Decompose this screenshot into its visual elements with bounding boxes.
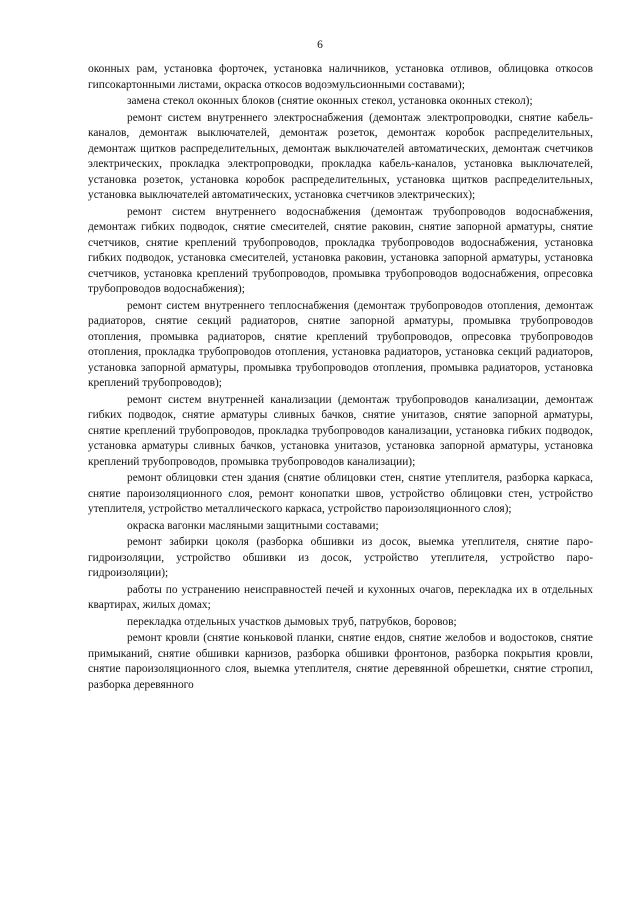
paragraph: ремонт облицовки стен здания (снятие облицовки стен, снятие утеплителя, разборка каркаса, снятие пароизоляционного слоя, ремонт конопатки швов, устройство облицовки стен, устройство утеплителя, устройство металлического каркаса, устройство пароизоляционного слоя);	[88, 472, 593, 515]
paragraph: оконных рам, установка форточек, установка наличников, установка отливов, облицовка откосов гипсокартонными листами, окраска откосов водоэмульсионными составами);	[88, 63, 593, 91]
paragraph: замена стекол оконных блоков (снятие оконных стекол, установка оконных стекол);	[127, 95, 533, 107]
paragraph: ремонт систем внутреннего теплоснабжения (демонтаж трубопроводов отопления, демонтаж радиаторов, снятие секций радиаторов, снятие запорной арматуры, промывка трубопроводов отопления, промывка радиаторов, снятие креплений трубопроводов, опресовка трубопроводов отопления, прокладка трубопроводов отопления, установка радиаторов, установка секций радиаторов, установка запорной арматуры, промывка трубопроводов отопления, промывка радиаторов, установка креплений трубопроводов);	[88, 299, 593, 389]
paragraph: работы по устранению неисправностей печей и кухонных очагов, перекладка их в отдельных квартирах, жилых домах;	[88, 583, 593, 611]
paragraph: ремонт систем внутреннего электроснабжения (демонтаж электропроводки, снятие кабель-каналов, демонтаж выключателей, демонтаж розеток, демонтаж коробок распределительных, демонтаж щитков распределительных, демонтаж выключателей автоматических, демонтаж счетчиков электрических, прокладка электропроводки, прокладка кабель-каналов, установка выключателей, установка розеток, установка коробок распределительных, установка щитков распределительных, установка выключателей автоматических, установка счетчиков электрических);	[88, 111, 593, 201]
paragraph: перекладка отдельных участков дымовых труб, патрубков, боровов;	[127, 615, 457, 628]
paragraph: ремонт систем внутренней канализации (демонтаж трубопроводов канализации, демонтаж гибких подводок, снятие арматуры сливных бачков, снятие унитазов, снятие запорной арматуры, снятие креплений трубопроводов, прокладка трубопроводов канализации, установка гибких подводок, установка арматуры сливных бачков, установка унитазов, установка запорной арматуры, установка креплений трубопроводов, промывка трубопроводов канализации);	[88, 393, 593, 468]
paragraph: ремонт забирки цоколя (разборка обшивки из досок, выемка утеплителя, снятие паро-гидроизоляции, устройство обшивки из досок, устройство утеплителя, устройство паро-гидроизоляции);	[88, 536, 593, 579]
paragraph: ремонт кровли (снятие коньковой планки, снятие ендов, снятие желобов и водостоков, снятие примыканий, снятие обшивки карнизов, разборка обшивки фронтонов, разборка покрытия кровли, снятие пароизоляционного слоя, выемка утеплителя, снятие деревянной обрешетки, снятие стропил, разборка деревянного	[88, 632, 593, 691]
document-body	[88, 62, 593, 693]
paragraph: окраска вагонки масляными защитными составами;	[127, 519, 379, 532]
page-number: 6	[317, 39, 323, 51]
paragraph: ремонт систем внутреннего водоснабжения (демонтаж трубопроводов водоснабжения, демонтаж гибких подводок, снятие смесителей, снятие раковин, снятие запорной арматуры, снятие счетчиков, снятие креплений трубопроводов, прокладка трубопроводов водоснабжения, установка гибких подводок, установка смесителей, установка раковин, установка запорной арматуры, установка счетчиков, установка креплений трубопроводов, промывка трубопроводов водоснабжения, опресовка трубопроводов водоснабжения);	[88, 205, 593, 295]
